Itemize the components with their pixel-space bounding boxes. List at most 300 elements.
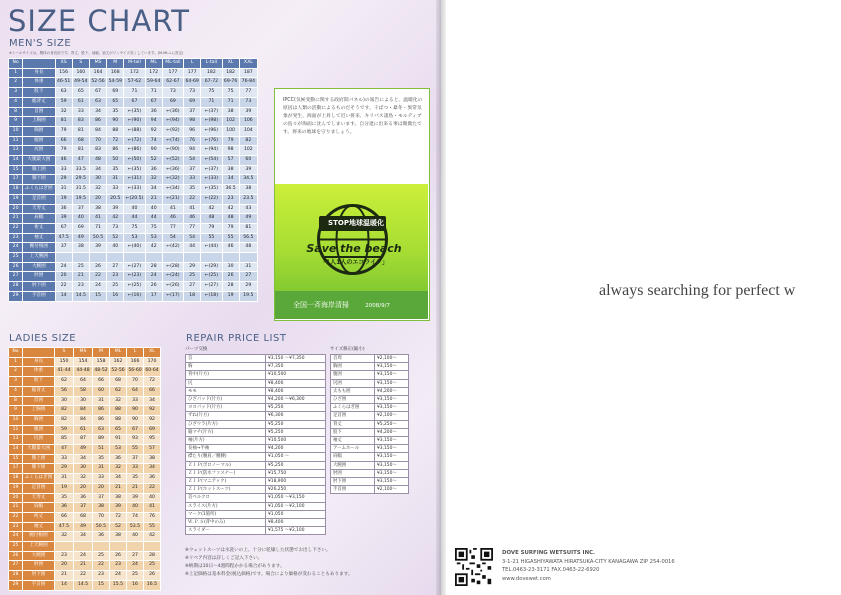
table-cell: ←(94) <box>162 117 183 127</box>
table-cell: 86 <box>107 146 124 156</box>
table-cell: 168 <box>107 68 124 78</box>
table-cell: 92 <box>145 126 162 136</box>
price-row <box>331 387 409 395</box>
table-row <box>9 291 258 301</box>
table-cell: 肘囲 <box>23 272 55 282</box>
table-cell: ←(29) <box>201 262 222 272</box>
table-cell: 90 <box>107 117 124 127</box>
table-cell: 40 <box>127 503 144 513</box>
price-item: 首周 <box>331 355 375 363</box>
table-cell: 40 <box>124 204 145 214</box>
column-header: No <box>9 348 23 358</box>
table-row <box>9 542 161 552</box>
table-cell: 35 <box>127 474 144 484</box>
table-cell: 51 <box>93 445 110 455</box>
table-cell: 182 <box>201 68 222 78</box>
table-row <box>9 483 161 493</box>
table-cell: 29.5 <box>72 175 89 185</box>
table-cell: 59 <box>55 425 74 435</box>
table-cell: ←(17) <box>162 291 183 301</box>
table-cell: 46 <box>162 214 183 224</box>
table-cell: 16 <box>107 291 124 301</box>
table-cell: 37 <box>127 454 144 464</box>
table-cell: ←(20.5) <box>124 194 145 204</box>
price-item: 肘下囲 <box>331 478 375 486</box>
table-cell: ←(34) <box>162 185 183 195</box>
table-cell: 67 <box>127 425 144 435</box>
table-cell: 肘下囲 <box>23 571 55 581</box>
table-cell: 42 <box>145 243 162 253</box>
table-cell: 62 <box>55 377 74 387</box>
price-row <box>331 428 409 436</box>
table-row <box>9 156 258 166</box>
table-cell: 49 <box>72 233 89 243</box>
column-header: XXL <box>239 59 257 69</box>
price-row <box>186 412 326 420</box>
table-cell: 98 <box>184 117 201 127</box>
table-cell: 21 <box>72 272 89 282</box>
column-header: M-tall <box>124 59 145 69</box>
table-cell: 89 <box>93 435 110 445</box>
price-value: ¥3,150～ <box>375 461 409 469</box>
table-cell: ←(32) <box>162 175 183 185</box>
table-cell: ←(90) <box>124 117 145 127</box>
table-cell: ←(40) <box>124 243 145 253</box>
price-item: 首ベルクロ <box>186 494 266 502</box>
table-cell: 37 <box>55 243 72 253</box>
table-cell: 30 <box>55 396 74 406</box>
table-cell: 164 <box>89 68 106 78</box>
price-row <box>186 437 326 445</box>
table-cell: 69 <box>144 425 161 435</box>
table-cell: 77 <box>184 223 201 233</box>
table-cell: 裄丈 <box>23 512 55 522</box>
table-cell: 24 <box>9 243 23 253</box>
table-cell: 22 <box>74 571 93 581</box>
table-cell: 42 <box>222 204 239 214</box>
table-row <box>9 464 161 474</box>
table-cell: 72 <box>144 377 161 387</box>
mens-size-note: ※トールサイズは、胴体の身長用です。背丈、股下、袖幅、袖丈がワンサイズ長くしています。(M-ML-Lに設定) <box>9 51 184 55</box>
table-cell: 35 <box>55 493 74 503</box>
price-value: ¥2,100～ <box>375 355 409 363</box>
price-row <box>331 420 409 428</box>
table-cell: 25 <box>107 282 124 292</box>
table-cell: 33 <box>107 185 124 195</box>
table-cell: 50.5 <box>93 522 110 532</box>
mens-size-table <box>8 58 258 302</box>
price-item: ＺＩＰ(マニアック) <box>186 478 266 486</box>
company-name: DOVE SURFING WETSUITS INC. <box>502 550 596 556</box>
table-row <box>9 194 258 204</box>
table-cell: 34 <box>74 454 93 464</box>
table-cell: 体重 <box>23 78 55 88</box>
price-value: ¥3,150～ <box>375 371 409 379</box>
table-row <box>9 571 161 581</box>
table-cell: ←(86) <box>124 146 145 156</box>
table-cell: 25 <box>144 561 161 571</box>
table-cell: ←(33) <box>124 185 145 195</box>
table-cell <box>144 542 161 552</box>
table-cell: 82 <box>239 136 257 146</box>
table-cell: 20.5 <box>107 194 124 204</box>
table-cell: 20 <box>93 483 110 493</box>
table-cell: 44 <box>145 214 162 224</box>
price-value: ¥3,150 ～¥7,350 <box>266 355 326 363</box>
table-cell: 46 <box>222 243 239 253</box>
table-cell <box>93 542 110 552</box>
table-cell: 33 <box>55 454 74 464</box>
table-cell: ←(90) <box>162 146 183 156</box>
ladies-size-heading: LADIES SIZE <box>9 333 77 344</box>
table-cell: ←(37) <box>201 107 222 117</box>
table-cell: 44 <box>124 214 145 224</box>
table-cell <box>184 253 201 263</box>
table-cell: 156 <box>55 68 72 78</box>
book-spine <box>436 0 446 595</box>
table-cell: 67 <box>89 88 106 98</box>
table-cell: 胸囲 <box>23 126 55 136</box>
table-row <box>9 107 258 117</box>
price-row <box>331 437 409 445</box>
table-cell: 57 <box>222 156 239 166</box>
table-cell: 身長 <box>23 357 55 367</box>
table-cell: 69 <box>107 88 124 98</box>
price-value: ¥2,100～ <box>375 412 409 420</box>
table-row <box>9 117 258 127</box>
table-cell: 79 <box>222 223 239 233</box>
table-row <box>9 233 258 243</box>
table-cell: ←(33) <box>201 175 222 185</box>
table-cell: 40 <box>127 532 144 542</box>
parts-heading: パーツ交換 <box>185 347 208 352</box>
table-cell: 54 <box>184 233 201 243</box>
table-cell: 28 <box>222 282 239 292</box>
price-value: ¥4,200 <box>266 445 326 453</box>
price-value: ¥3,150～ <box>375 445 409 453</box>
table-cell: 81 <box>72 126 89 136</box>
price-item: 手首囲 <box>331 486 375 494</box>
table-cell: ←(52) <box>162 156 183 166</box>
table-cell: 79 <box>55 126 72 136</box>
table-cell: 154 <box>74 357 93 367</box>
table-row <box>9 512 161 522</box>
price-value: ¥3,150～ <box>375 469 409 477</box>
eco-campaign-box <box>274 88 430 321</box>
table-cell: 25 <box>184 272 201 282</box>
price-item: 首 <box>186 355 266 363</box>
table-cell: 23.5 <box>239 194 257 204</box>
table-cell: 82 <box>55 415 74 425</box>
table-row <box>9 474 161 484</box>
price-item: 尻 <box>186 379 266 387</box>
price-row <box>186 379 326 387</box>
price-value: ¥1,575 ～¥2,100 <box>266 527 326 535</box>
table-cell: 15.5 <box>110 580 127 590</box>
table-cell: 手首囲 <box>23 580 55 590</box>
table-cell: 22 <box>9 512 23 522</box>
price-item: 脇マチ(片方) <box>186 428 266 436</box>
table-cell: 52-56 <box>110 367 127 377</box>
price-item: 大腕囲 <box>331 461 375 469</box>
table-cell: 34 <box>89 165 106 175</box>
table-cell: 26 <box>9 262 23 272</box>
table-cell: 32 <box>74 474 93 484</box>
price-item: 股下 <box>331 428 375 436</box>
table-cell: 24 <box>89 282 106 292</box>
table-cell: 32 <box>110 396 127 406</box>
table-cell: 33.5 <box>72 165 89 175</box>
table-cell: 腹囲 <box>23 136 55 146</box>
table-cell: 上胸囲 <box>23 406 55 416</box>
price-item: 襟たり(腰肩／腰腰) <box>186 453 266 461</box>
eco-event: 全国一斉海岸清掃 <box>293 301 349 309</box>
table-cell: 77 <box>239 88 257 98</box>
table-cell: 14 <box>55 291 72 301</box>
table-cell: 33 <box>184 175 201 185</box>
price-row <box>186 355 326 363</box>
table-cell: 52 <box>145 156 162 166</box>
table-cell <box>107 253 124 263</box>
price-row <box>186 363 326 371</box>
price-item: 肩幅 <box>331 453 375 461</box>
table-cell: 71 <box>89 223 106 233</box>
eco-logo-save: Save the beach <box>306 242 402 255</box>
table-cell: 17 <box>145 291 162 301</box>
table-cell: 39 <box>239 165 257 175</box>
table-cell: 69 <box>162 97 183 107</box>
table-cell: 33 <box>72 107 89 117</box>
table-cell: 23 <box>9 522 23 532</box>
table-cell: 34 <box>89 107 106 117</box>
table-cell: 31 <box>93 396 110 406</box>
table-cell: 79 <box>201 223 222 233</box>
price-item: ひざ囲 <box>331 396 375 404</box>
table-cell: 13 <box>9 435 23 445</box>
table-cell: 28 <box>145 262 162 272</box>
parts-price-table <box>185 354 326 535</box>
table-cell: 27 <box>184 282 201 292</box>
price-value: ¥26,250 <box>266 486 326 494</box>
table-cell: 86 <box>93 406 110 416</box>
price-row <box>186 420 326 428</box>
table-cell: 77 <box>162 223 183 233</box>
table-cell: 22 <box>184 194 201 204</box>
table-cell: 91 <box>110 435 127 445</box>
table-cell: 38 <box>110 532 127 542</box>
price-item: 尻囲 <box>331 379 375 387</box>
table-cell: 3 <box>9 88 23 98</box>
table-cell: 33 <box>127 396 144 406</box>
table-row <box>9 214 258 224</box>
table-cell: 37 <box>74 503 93 513</box>
table-cell: 14.5 <box>72 291 89 301</box>
eco-date: 2008/9/7 <box>365 303 390 309</box>
table-cell: 39 <box>127 493 144 503</box>
table-cell: 90 <box>145 146 162 156</box>
table-cell: 32 <box>55 107 72 117</box>
table-row <box>9 367 161 377</box>
table-cell: 27 <box>9 561 23 571</box>
table-row <box>9 580 161 590</box>
table-cell: 19 <box>55 194 72 204</box>
table-cell: 13 <box>9 146 23 156</box>
table-cell: 33 <box>93 474 110 484</box>
table-cell: 20 <box>9 493 23 503</box>
table-cell: 肩幅 <box>23 214 55 224</box>
table-cell: 84 <box>74 415 93 425</box>
table-cell: 38 <box>72 243 89 253</box>
table-cell: 24 <box>9 532 23 542</box>
table-cell: 8 <box>9 107 23 117</box>
table-row <box>9 253 258 263</box>
price-item: 胸囲 <box>331 363 375 371</box>
table-cell: 36 <box>110 454 127 464</box>
table-cell: 38 <box>144 454 161 464</box>
table-cell: 54 <box>184 156 201 166</box>
table-cell: ←(44) <box>201 243 222 253</box>
table-cell: 83 <box>72 117 89 127</box>
table-cell <box>201 253 222 263</box>
table-cell: 48 <box>222 214 239 224</box>
table-cell: 21 <box>110 483 127 493</box>
table-cell: 46-51 <box>55 78 72 88</box>
table-cell: 27 <box>239 272 257 282</box>
table-cell: 24 <box>110 571 127 581</box>
table-row <box>9 136 258 146</box>
table-row <box>9 146 258 156</box>
price-value: ¥8,400 <box>266 379 326 387</box>
table-cell: 大腿最大囲 <box>23 156 55 166</box>
table-cell: 29 <box>239 282 257 292</box>
table-cell: 34 <box>144 396 161 406</box>
table-cell: 腹囲 <box>23 425 55 435</box>
price-row <box>331 355 409 363</box>
column-header: L-tall <box>201 59 222 69</box>
table-cell: 22 <box>55 282 72 292</box>
company-address: 3-1-21 HIGASHIYAWATA HIRATSUKA-CITY KANAGAWA ZIP 254-0016 <box>502 558 675 565</box>
table-cell: 66 <box>55 512 74 522</box>
table-cell: 19 <box>9 483 23 493</box>
table-cell: 30 <box>89 175 106 185</box>
column-header: M <box>93 348 110 358</box>
table-cell: 76 <box>184 136 201 146</box>
table-cell: 71 <box>201 97 222 107</box>
table-cell: 22 <box>89 272 106 282</box>
table-cell: ←(54) <box>201 156 222 166</box>
table-row <box>9 272 258 282</box>
table-row <box>9 282 258 292</box>
table-row <box>9 175 258 185</box>
table-cell: 166 <box>127 357 144 367</box>
table-cell: ←(25) <box>201 272 222 282</box>
table-cell: 25 <box>93 551 110 561</box>
table-cell: 腕付根囲 <box>23 243 55 253</box>
table-cell: 88 <box>107 126 124 136</box>
table-cell: 53.5 <box>127 522 144 532</box>
table-cell: 83 <box>89 146 106 156</box>
table-cell: ←(23) <box>124 272 145 282</box>
table-cell: 総背丈 <box>23 386 55 396</box>
table-cell: 28 <box>9 571 23 581</box>
table-cell: 75 <box>201 88 222 98</box>
table-cell: 24 <box>145 272 162 282</box>
price-item: ふくらはぎ囲 <box>331 404 375 412</box>
price-item: ずね(片方) <box>186 412 266 420</box>
company-web: www.dovewet.com <box>502 575 551 582</box>
table-cell: 23 <box>72 282 89 292</box>
table-cell: 55 <box>127 445 144 455</box>
qr-code-icon <box>455 548 493 586</box>
table-cell: ←(88) <box>124 126 145 136</box>
table-cell: 4 <box>9 386 23 396</box>
table-cell: 47.5 <box>55 233 72 243</box>
table-cell: 足首囲 <box>23 194 55 204</box>
table-cell <box>239 253 257 263</box>
table-row <box>9 97 258 107</box>
table-cell: 88 <box>110 406 127 416</box>
column-header: ML-tall <box>162 59 183 69</box>
table-cell: 16 <box>127 580 144 590</box>
table-cell: ふくらはぎ囲 <box>23 474 55 484</box>
price-row <box>331 469 409 477</box>
table-cell: 38 <box>239 185 257 195</box>
table-cell: 21 <box>9 503 23 513</box>
table-cell: 54-59 <box>107 78 124 88</box>
table-cell: 34 <box>145 185 162 195</box>
eco-text: IPCC(気候変動に関する政府間パネル)の報告によると、温暖化の原因は人類の活動によるものだそうです。干ばつ・暴冬・異常気象が発生、海面が上昇して近い将来、キリバス諸島・モルディブの島々が海面に沈んでしまいます。自分達に出来る事は微微たです。将来の地球を守りましょう。 <box>283 98 423 135</box>
table-cell: 102 <box>239 146 257 156</box>
table-cell: 22 <box>144 483 161 493</box>
table-cell: 40 <box>72 214 89 224</box>
price-row <box>331 379 409 387</box>
column-header <box>23 348 55 358</box>
price-value: ¥3,150～ <box>375 453 409 461</box>
table-cell: 73 <box>184 88 201 98</box>
price-row <box>331 396 409 404</box>
price-value: ¥4,200～ <box>375 387 409 395</box>
table-cell: 50.5 <box>89 233 106 243</box>
table-cell: 67-72 <box>201 78 222 88</box>
table-cell: ←(21) <box>162 194 183 204</box>
table-cell: 胸囲 <box>23 415 55 425</box>
price-item: 背丈 <box>331 420 375 428</box>
repair-note: ※リペア内容は詳しくご記入下さい。 <box>185 556 263 561</box>
table-row <box>9 78 258 88</box>
price-item: 胸 <box>186 363 266 371</box>
table-cell: ふくらはぎ囲 <box>23 185 55 195</box>
table-cell: 36 <box>74 493 93 503</box>
price-row <box>186 396 326 404</box>
table-cell: 187 <box>239 68 257 78</box>
table-cell: 1 <box>9 357 23 367</box>
table-cell: 40 <box>107 243 124 253</box>
price-row <box>186 519 326 527</box>
table-cell: 28 <box>9 282 23 292</box>
table-cell: 64 <box>127 386 144 396</box>
table-row <box>9 377 161 387</box>
table-cell: 79 <box>55 146 72 156</box>
price-value: ¥5,250～ <box>375 420 409 428</box>
table-cell: 63 <box>55 88 72 98</box>
table-cell: 膝下囲 <box>23 464 55 474</box>
table-cell: 23 <box>9 233 23 243</box>
table-cell: 尻囲 <box>23 435 55 445</box>
table-row <box>9 262 258 272</box>
table-cell: 79 <box>222 136 239 146</box>
table-cell: 42 <box>144 532 161 542</box>
repair-note: ※ウェットスーツは水洗いの上、十分に乾燥した状態でお出し下さい。 <box>185 548 331 553</box>
